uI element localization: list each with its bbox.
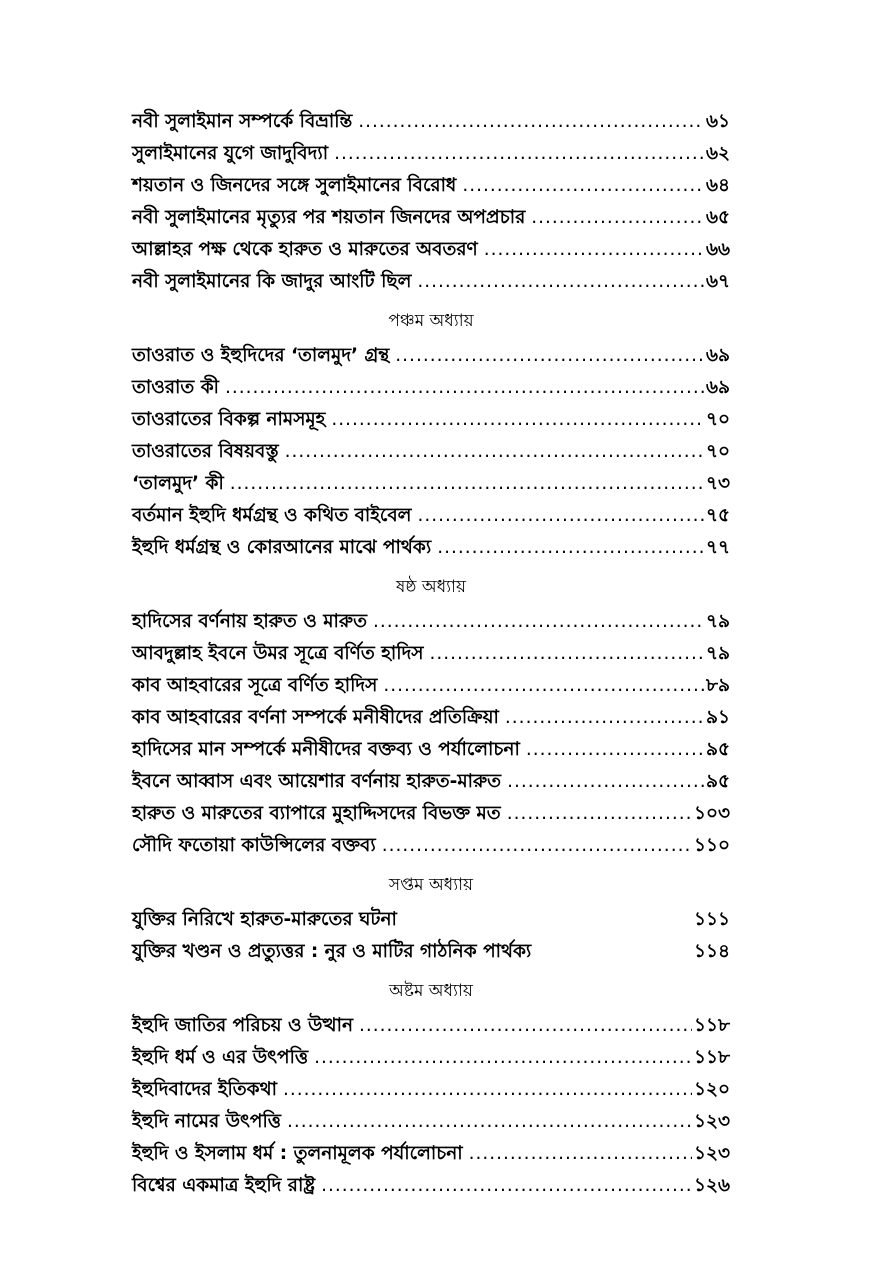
entry-page-number: ৬৪ (705, 175, 730, 196)
dot-leader (383, 670, 704, 702)
toc-entry[interactable] (132, 734, 730, 766)
toc-entry[interactable] (132, 702, 730, 734)
toc-section (132, 302, 730, 564)
toc-entry[interactable] (132, 1106, 730, 1138)
toc-entry[interactable] (132, 138, 730, 170)
entry-page-number: ১২৬ (693, 1175, 730, 1196)
dot-leader (359, 1010, 692, 1042)
toc-entry[interactable] (132, 500, 730, 532)
dot-leader (437, 532, 704, 564)
entry-page-number: ৬৫ (705, 207, 730, 228)
entry-page-number: ৯৫ (705, 739, 730, 760)
toc-section (132, 106, 730, 298)
dot-leader (531, 202, 704, 234)
dot-leader (373, 606, 704, 638)
toc-entry[interactable] (132, 436, 730, 468)
entry-title: ইহুদি নামের উৎপত্তি (132, 1111, 281, 1132)
dot-leader (225, 372, 704, 404)
entry-title: তাওরাতের বিকল্প নামসমূহ (132, 409, 326, 430)
entry-title: আবদুল্লাহ ইবনে উমর সূত্রে বর্ণিত হাদিস (132, 643, 424, 664)
toc-entry[interactable] (132, 106, 730, 138)
dot-leader (484, 234, 704, 266)
dot-leader (417, 266, 704, 298)
toc-section (132, 972, 730, 1202)
entry-title: শয়তান ও জিনদের সঙ্গে সুলাইমানের বিরোধ (132, 175, 457, 196)
entry-title: ইহুদি ধর্মগ্রন্থ ও কোরআনের মাঝে পার্থক্য (132, 537, 432, 558)
dot-leader (314, 1042, 692, 1074)
toc-entry[interactable] (132, 638, 730, 670)
entry-title: তাওরাতের বিষয়বস্তু (132, 441, 279, 462)
entry-title: সুলাইমানের যুগে জাদুবিদ্যা (132, 143, 329, 164)
entry-title: নবী সুলাইমানের কি জাদুর আংটি ছিল (132, 271, 412, 292)
dot-leader (430, 638, 704, 670)
entry-title: তাওরাত ও ইহুদিদের ‘তালমুদ’ গ্রন্থ (132, 345, 390, 366)
dot-leader (285, 436, 704, 468)
entry-page-number: ৭৯ (705, 611, 730, 632)
entry-page-number: ১১৪ (693, 941, 730, 962)
entry-title: যুক্তির খণ্ডন ও প্রত্যুত্তর : নুর ও মাটির গাঠনিক পার্থক্য (132, 941, 532, 962)
toc-entry[interactable] (132, 670, 730, 702)
entry-title: ইহুদি জাতির পরিচয় ও উত্থান (132, 1015, 353, 1036)
entry-title: ইহুদিবাদের ইতিকথা (132, 1079, 277, 1100)
chapter-heading: অষ্টম অধ্যায় (389, 981, 473, 1001)
entry-page-number: ৭৫ (705, 505, 730, 526)
dot-leader (382, 830, 692, 862)
entry-page-number: ১২৩ (693, 1111, 730, 1132)
dot-leader (230, 468, 704, 500)
chapter-heading: পঞ্চম অধ্যায় (388, 311, 474, 331)
blank-leader (537, 936, 692, 968)
entry-title: কাব আহবারের বর্ণনা সম্পর্কে মনীষীদের প্রতিক্রিয়া (132, 707, 499, 728)
toc-entry[interactable] (132, 1170, 730, 1202)
dot-leader (462, 170, 704, 202)
entry-title: বর্তমান ইহুদি ধর্মগ্রন্থ ও কথিত বাইবেল (132, 505, 412, 526)
entry-page-number: ১২০ (693, 1079, 730, 1100)
entry-page-number: ১০৩ (693, 803, 730, 824)
entry-title: ইহুদি ও ইসলাম ধর্ম : তুলনামূলক পর্যালোচনা (132, 1143, 463, 1164)
dot-leader (526, 734, 704, 766)
dot-leader (395, 340, 704, 372)
toc-entry[interactable] (132, 766, 730, 798)
entry-page-number: ৮৯ (705, 675, 730, 696)
toc-entry[interactable] (132, 798, 730, 830)
toc-entry[interactable] (132, 170, 730, 202)
entry-title: কাব আহবারের সূত্রে বর্ণিত হাদিস (132, 675, 378, 696)
entry-page-number: ৬১ (705, 111, 730, 132)
entry-page-number: ৯১ (705, 707, 730, 728)
toc-entry[interactable] (132, 904, 730, 936)
table-of-contents (132, 106, 730, 1202)
entry-title: ‘তালমুদ’ কী (132, 473, 224, 494)
entry-page-number: ৬৯ (705, 377, 730, 398)
entry-page-number: ৭০ (705, 441, 730, 462)
toc-entry[interactable] (132, 532, 730, 564)
entry-page-number: ৬৬ (705, 239, 730, 260)
entry-page-number: ১১৮ (693, 1047, 730, 1068)
entry-title: হাদিসের বর্ণনায় হারুত ও মারুত (132, 611, 367, 632)
toc-entry[interactable] (132, 234, 730, 266)
entry-page-number: ৭৩ (705, 473, 730, 494)
toc-entry[interactable] (132, 372, 730, 404)
entry-title: ইবনে আব্বাস এবং আয়েশার বর্ণনায় হারুত-মারুত (132, 771, 502, 792)
entry-page-number: ১১৮ (693, 1015, 730, 1036)
entry-page-number: ১২৩ (693, 1143, 730, 1164)
entry-page-number: ৭৭ (705, 537, 730, 558)
toc-entry[interactable] (132, 936, 730, 968)
entry-page-number: ৬২ (705, 143, 730, 164)
dot-leader (507, 798, 692, 830)
toc-entry[interactable] (132, 606, 730, 638)
entry-title: ইহুদি ধর্ম ও এর উৎপত্তি (132, 1047, 309, 1068)
toc-entry[interactable] (132, 340, 730, 372)
entry-page-number: ৬৭ (705, 271, 730, 292)
entry-title: নবী সুলাইমানের মৃত্যুর পর শয়তান জিনদের অপপ্রচার (132, 207, 526, 228)
entry-page-number: ৭৯ (705, 643, 730, 664)
entry-title: বিশ্বের একমাত্র ইহুদি রাষ্ট্র (132, 1175, 316, 1196)
toc-entry[interactable] (132, 1042, 730, 1074)
dot-leader (507, 766, 704, 798)
entry-page-number: ৭০ (705, 409, 730, 430)
entry-title: হাদিসের মান সম্পর্কে মনীষীদের বক্তব্য ও পর্যালোচনা (132, 739, 520, 760)
entry-title: যুক্তির নিরিখে হারুত-মারুতের ঘটনা (132, 909, 397, 930)
toc-entry[interactable] (132, 404, 730, 436)
entry-title: তাওরাত কী (132, 377, 219, 398)
dot-leader (321, 1170, 692, 1202)
dot-leader (358, 106, 704, 138)
dot-leader (283, 1074, 692, 1106)
toc-entry[interactable] (132, 468, 730, 500)
entry-title: নবী সুলাইমান সম্পর্কে বিভ্রান্তি (132, 111, 353, 132)
toc-section (132, 568, 730, 862)
toc-entry[interactable] (132, 266, 730, 298)
dot-leader (417, 500, 704, 532)
toc-entry[interactable] (132, 202, 730, 234)
chapter-heading: সপ্তম অধ্যায় (388, 875, 474, 895)
dot-leader (505, 702, 704, 734)
entry-page-number: ১১১ (693, 909, 730, 930)
toc-entry[interactable] (132, 1138, 730, 1170)
dot-leader (334, 138, 704, 170)
dot-leader (331, 404, 704, 436)
dot-leader (469, 1138, 692, 1170)
toc-section (132, 866, 730, 968)
entry-title: সৌদি ফতোয়া কাউন্সিলের বক্তব্য (132, 835, 376, 856)
entry-page-number: ৬৯ (705, 345, 730, 366)
chapter-heading: ষষ্ঠ অধ্যায় (396, 577, 466, 597)
entry-title: হারুত ও মারুতের ব্যাপারে মুহাদ্দিসদের বিভক্ত মত (132, 803, 501, 824)
entry-title: আল্লাহর পক্ষ থেকে হারুত ও মারুতের অবতরণ (132, 239, 478, 260)
dot-leader (287, 1106, 692, 1138)
toc-entry[interactable] (132, 830, 730, 862)
toc-entry[interactable] (132, 1074, 730, 1106)
entry-page-number: ৯৫ (705, 771, 730, 792)
blank-leader (403, 904, 692, 936)
entry-page-number: ১১০ (693, 835, 730, 856)
toc-entry[interactable] (132, 1010, 730, 1042)
